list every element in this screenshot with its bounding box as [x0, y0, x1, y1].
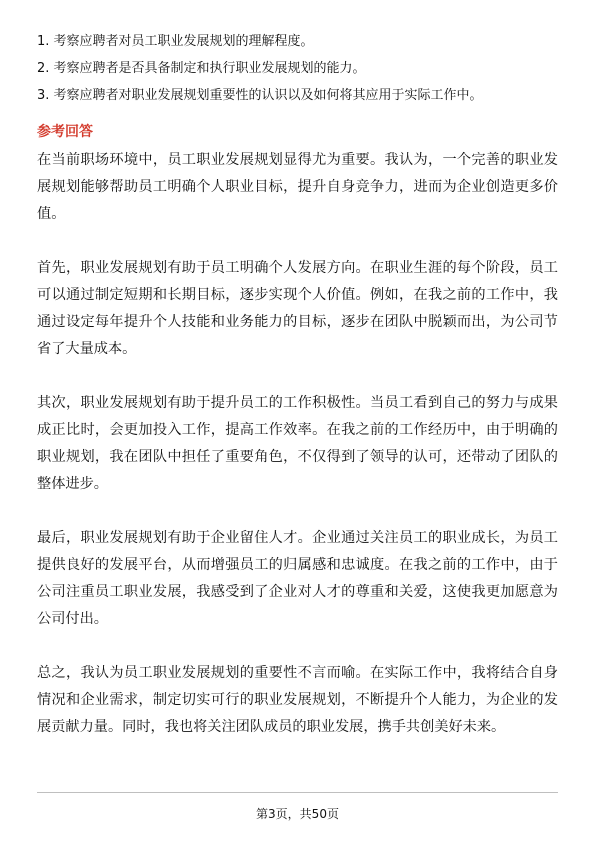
answer-paragraph: 首先，职业发展规划有助于员工明确个人发展方向。在职业生涯的每个阶段，员工可以通过制定短期和长期目标，逐步实现个人价值。例如，在我之前的工作中，我通过设定每年提升个人技能和业务能力的目标，逐步在团队中脱颖而出，为公司节省了大量成本。: [37, 260, 558, 357]
answer-paragraph: 最后，职业发展规划有助于企业留住人才。企业通过关注员工的职业成长，为员工提供良好的发展平台，从而增强员工的归属感和忠诚度。在我之前的工作中，由于公司注重员工职业发展，我感受到了企业对人才的尊重和关爱，这使我更加愿意为公司付出。: [37, 530, 558, 627]
answer-body: [37, 147, 558, 768]
answer-paragraph: 总之，我认为员工职业发展规划的重要性不言而喻。在实际工作中，我将结合自身情况和企业需求，制定切实可行的职业发展规划，不断提升个人能力，为企业的发展贡献力量。同时，我也将关注团队成员的职业发展，携手共创美好未来。: [37, 665, 558, 735]
answer-paragraph: 在当前职场环境中，员工职业发展规划显得尤为重要。我认为，一个完善的职业发展规划能够帮助员工明确个人职业目标，提升自身竞争力，进而为企业创造更多价值。: [37, 152, 558, 222]
assessment-criteria-list: [37, 33, 562, 114]
answer-paragraph: 其次，职业发展规划有助于提升员工的工作积极性。当员工看到自己的努力与成果成正比时，会更加投入工作，提高工作效率。在我之前的工作经历中，由于明确的职业规划，我在团队中担任了重要角色，不仅得到了领导的认可，还带动了团队的整体进步。: [37, 395, 558, 492]
page-number: 第3页，共50页: [256, 807, 339, 821]
criteria-item: 1. 考察应聘者对员工职业发展规划的理解程度。: [37, 34, 314, 49]
criteria-item: 2. 考察应聘者是否具备制定和执行职业发展规划的能力。: [37, 61, 366, 76]
criteria-item: 3. 考察应聘者对职业发展规划重要性的认识以及如何将其应用于实际工作中。: [37, 88, 483, 103]
footer-divider: [37, 792, 558, 793]
answer-heading: 参考回答: [37, 124, 93, 140]
